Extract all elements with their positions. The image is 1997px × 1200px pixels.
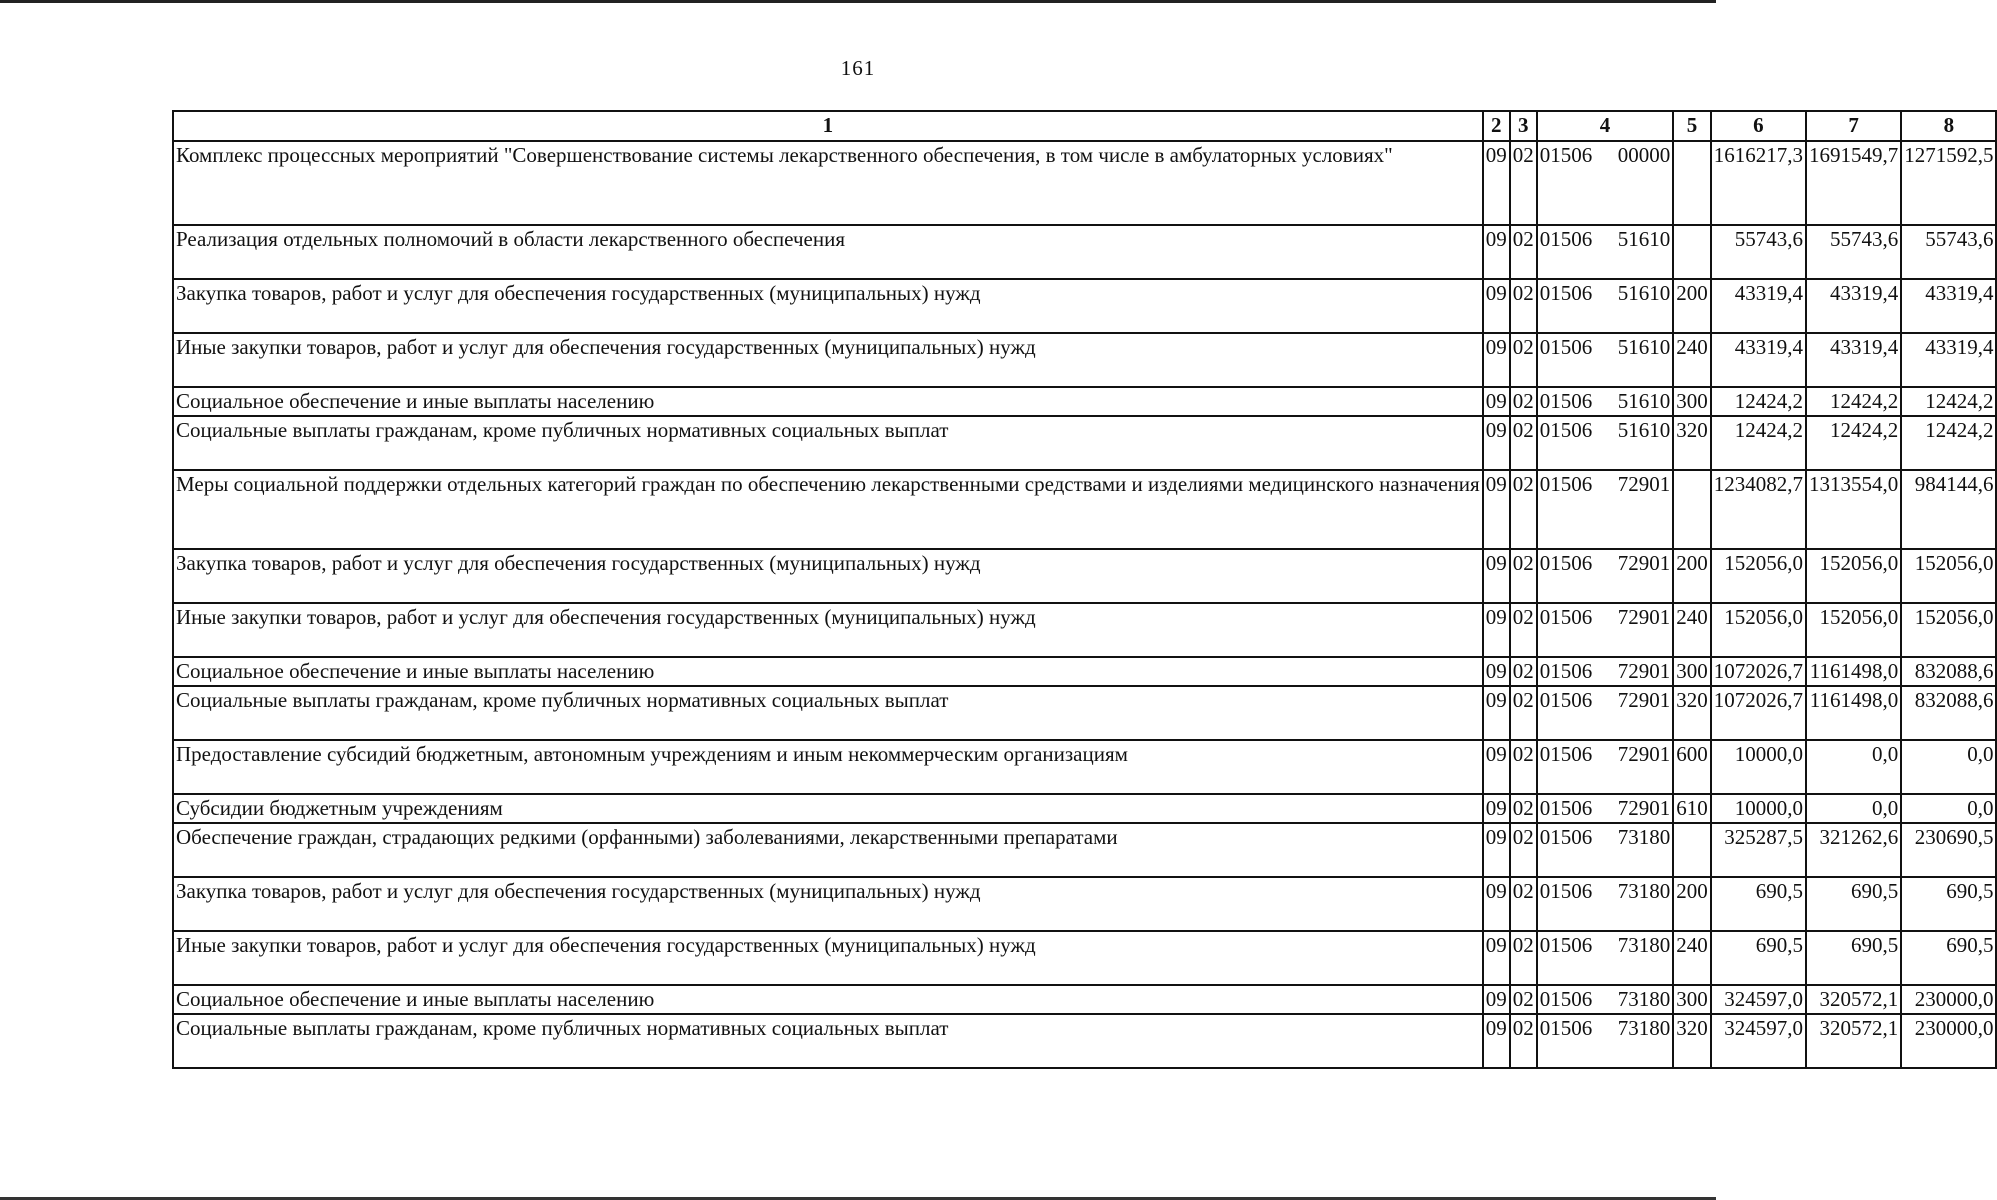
code-subsection: 02 [1510,877,1537,931]
target-article-direction: 73180 [1617,933,1671,957]
code-section: 09 [1483,603,1510,657]
target-article-code [1537,877,1674,931]
code-section: 09 [1483,416,1510,470]
table-row [173,603,1996,657]
row-name: Предоставление субсидий бюджетным, автономным учреждениям и иным некоммерческим организациям [173,740,1483,794]
expense-type-code [1673,823,1711,877]
target-article-code [1537,794,1674,823]
amount-col-7: 1691549,7 [1806,141,1901,225]
amount-col-7: 43319,4 [1806,333,1901,387]
code-section: 09 [1483,549,1510,603]
header-col-4: 4 [1537,111,1674,141]
amount-col-7: 321262,6 [1806,823,1901,877]
amount-col-8: 832088,6 [1901,657,1996,686]
amount-col-6: 152056,0 [1711,549,1806,603]
target-article-program: 01506 [1539,825,1593,849]
target-article-code [1537,141,1674,225]
amount-col-6: 12424,2 [1711,416,1806,470]
target-article-direction: 72901 [1617,742,1671,766]
target-article-code [1537,549,1674,603]
code-subsection: 02 [1510,225,1537,279]
amount-col-8: 690,5 [1901,931,1996,985]
amount-col-8: 152056,0 [1901,549,1996,603]
amount-col-6: 10000,0 [1711,794,1806,823]
target-article-code [1537,931,1674,985]
amount-col-6: 152056,0 [1711,603,1806,657]
amount-col-6: 1616217,3 [1711,141,1806,225]
amount-col-8: 12424,2 [1901,387,1996,416]
target-article-direction: 73180 [1617,879,1671,903]
table-row [173,225,1996,279]
amount-col-7: 320572,1 [1806,985,1901,1014]
table-row [173,387,1996,416]
code-section: 09 [1483,877,1510,931]
expense-type-code [1673,470,1711,549]
code-subsection: 02 [1510,985,1537,1014]
target-article-direction: 73180 [1617,825,1671,849]
amount-col-7: 55743,6 [1806,225,1901,279]
code-section: 09 [1483,794,1510,823]
header-col-1: 1 [173,111,1483,141]
code-subsection: 02 [1510,931,1537,985]
target-article-program: 01506 [1539,335,1593,359]
amount-col-6: 324597,0 [1711,1014,1806,1068]
amount-col-8: 12424,2 [1901,416,1996,470]
expense-type-code: 240 [1673,931,1711,985]
amount-col-6: 690,5 [1711,931,1806,985]
target-article-code [1537,823,1674,877]
code-section: 09 [1483,279,1510,333]
target-article-program: 01506 [1539,472,1593,496]
code-subsection: 02 [1510,549,1537,603]
target-article-direction: 72901 [1617,796,1671,820]
amount-col-8: 43319,4 [1901,333,1996,387]
amount-col-6: 43319,4 [1711,279,1806,333]
row-name: Иные закупки товаров, работ и услуг для обеспечения государственных (муниципальных) нужд [173,931,1483,985]
amount-col-7: 1313554,0 [1806,470,1901,549]
table-row [173,279,1996,333]
code-section: 09 [1483,657,1510,686]
target-article-code [1537,740,1674,794]
target-article-code [1537,470,1674,549]
target-article-direction: 72901 [1617,605,1671,629]
target-article-program: 01506 [1539,143,1593,167]
target-article-direction: 72901 [1617,551,1671,575]
code-subsection: 02 [1510,141,1537,225]
amount-col-6: 43319,4 [1711,333,1806,387]
code-section: 09 [1483,387,1510,416]
target-article-code [1537,387,1674,416]
top-scan-edge [0,0,1716,3]
target-article-program: 01506 [1539,742,1593,766]
amount-col-6: 690,5 [1711,877,1806,931]
amount-col-7: 43319,4 [1806,279,1901,333]
amount-col-6: 1072026,7 [1711,657,1806,686]
target-article-program: 01506 [1539,987,1593,1011]
target-article-direction: 73180 [1617,987,1671,1011]
target-article-program: 01506 [1539,227,1593,251]
row-name: Реализация отдельных полномочий в области лекарственного обеспечения [173,225,1483,279]
target-article-code [1537,416,1674,470]
code-section: 09 [1483,470,1510,549]
target-article-program: 01506 [1539,688,1593,712]
code-section: 09 [1483,225,1510,279]
amount-col-7: 0,0 [1806,794,1901,823]
table-row [173,931,1996,985]
expense-type-code: 610 [1673,794,1711,823]
target-article-program: 01506 [1539,281,1593,305]
amount-col-7: 12424,2 [1806,387,1901,416]
code-subsection: 02 [1510,686,1537,740]
target-article-direction: 00000 [1617,143,1671,167]
table-row [173,470,1996,549]
target-article-code [1537,657,1674,686]
target-article-direction: 72901 [1617,472,1671,496]
code-section: 09 [1483,1014,1510,1068]
code-subsection: 02 [1510,1014,1537,1068]
target-article-code [1537,686,1674,740]
table-row [173,794,1996,823]
code-subsection: 02 [1510,823,1537,877]
expense-type-code [1673,141,1711,225]
table-row [173,985,1996,1014]
amount-col-7: 320572,1 [1806,1014,1901,1068]
target-article-program: 01506 [1539,389,1593,413]
target-article-program: 01506 [1539,796,1593,820]
row-name: Иные закупки товаров, работ и услуг для обеспечения государственных (муниципальных) нужд [173,603,1483,657]
table-row [173,740,1996,794]
row-name: Социальные выплаты гражданам, кроме публичных нормативных социальных выплат [173,416,1483,470]
amount-col-6: 55743,6 [1711,225,1806,279]
amount-col-8: 690,5 [1901,877,1996,931]
amount-col-6: 325287,5 [1711,823,1806,877]
amount-col-6: 1072026,7 [1711,686,1806,740]
target-article-code [1537,279,1674,333]
row-name: Закупка товаров, работ и услуг для обеспечения государственных (муниципальных) нужд [173,279,1483,333]
table-body [173,141,1996,1068]
row-name: Социальное обеспечение и иные выплаты населению [173,657,1483,686]
amount-col-7: 12424,2 [1806,416,1901,470]
code-subsection: 02 [1510,657,1537,686]
amount-col-8: 0,0 [1901,740,1996,794]
header-col-3: 3 [1510,111,1537,141]
table-row [173,141,1996,225]
target-article-code [1537,225,1674,279]
table-row [173,333,1996,387]
target-article-program: 01506 [1539,605,1593,629]
expense-type-code: 320 [1673,416,1711,470]
expense-type-code: 240 [1673,333,1711,387]
code-section: 09 [1483,333,1510,387]
amount-col-7: 1161498,0 [1806,686,1901,740]
code-subsection: 02 [1510,794,1537,823]
table-row [173,1014,1996,1068]
row-name: Социальные выплаты гражданам, кроме публичных нормативных социальных выплат [173,1014,1483,1068]
amount-col-8: 43319,4 [1901,279,1996,333]
header-col-8: 8 [1901,111,1996,141]
target-article-program: 01506 [1539,933,1593,957]
table-row [173,877,1996,931]
code-subsection: 02 [1510,470,1537,549]
amount-col-6: 12424,2 [1711,387,1806,416]
page-number: 161 [840,56,876,80]
header-col-6: 6 [1711,111,1806,141]
code-subsection: 02 [1510,603,1537,657]
code-subsection: 02 [1510,333,1537,387]
code-subsection: 02 [1510,279,1537,333]
expense-type-code: 300 [1673,657,1711,686]
amount-col-8: 55743,6 [1901,225,1996,279]
code-section: 09 [1483,931,1510,985]
amount-col-6: 10000,0 [1711,740,1806,794]
amount-col-7: 152056,0 [1806,549,1901,603]
header-row [173,111,1996,141]
target-article-program: 01506 [1539,1016,1593,1040]
budget-table [172,110,1997,1069]
amount-col-7: 0,0 [1806,740,1901,794]
amount-col-8: 230000,0 [1901,1014,1996,1068]
target-article-direction: 73180 [1617,1016,1671,1040]
target-article-program: 01506 [1539,418,1593,442]
target-article-direction: 51610 [1617,281,1671,305]
amount-col-7: 690,5 [1806,877,1901,931]
table-row [173,416,1996,470]
expense-type-code: 320 [1673,1014,1711,1068]
target-article-direction: 51610 [1617,227,1671,251]
row-name: Субсидии бюджетным учреждениям [173,794,1483,823]
amount-col-6: 1234082,7 [1711,470,1806,549]
target-article-program: 01506 [1539,879,1593,903]
target-article-code [1537,1014,1674,1068]
amount-col-7: 152056,0 [1806,603,1901,657]
table-row [173,549,1996,603]
amount-col-8: 984144,6 [1901,470,1996,549]
target-article-code [1537,333,1674,387]
target-article-direction: 72901 [1617,688,1671,712]
row-name: Обеспечение граждан, страдающих редкими (орфанными) заболеваниями, лекарственными препаратами [173,823,1483,877]
row-name: Закупка товаров, работ и услуг для обеспечения государственных (муниципальных) нужд [173,549,1483,603]
target-article-code [1537,985,1674,1014]
amount-col-8: 0,0 [1901,794,1996,823]
expense-type-code: 600 [1673,740,1711,794]
row-name: Социальное обеспечение и иные выплаты населению [173,985,1483,1014]
row-name: Социальное обеспечение и иные выплаты населению [173,387,1483,416]
expense-type-code: 320 [1673,686,1711,740]
code-section: 09 [1483,985,1510,1014]
expense-type-code [1673,225,1711,279]
target-article-program: 01506 [1539,551,1593,575]
target-article-code [1537,603,1674,657]
code-subsection: 02 [1510,416,1537,470]
amount-col-6: 324597,0 [1711,985,1806,1014]
header-col-2: 2 [1483,111,1510,141]
target-article-direction: 51610 [1617,335,1671,359]
expense-type-code: 240 [1673,603,1711,657]
amount-col-7: 1161498,0 [1806,657,1901,686]
code-section: 09 [1483,823,1510,877]
header-col-5: 5 [1673,111,1711,141]
amount-col-8: 152056,0 [1901,603,1996,657]
target-article-direction: 51610 [1617,389,1671,413]
table-row [173,823,1996,877]
code-subsection: 02 [1510,387,1537,416]
row-name: Социальные выплаты гражданам, кроме публичных нормативных социальных выплат [173,686,1483,740]
code-section: 09 [1483,141,1510,225]
amount-col-8: 832088,6 [1901,686,1996,740]
code-section: 09 [1483,686,1510,740]
row-name: Иные закупки товаров, работ и услуг для обеспечения государственных (муниципальных) нужд [173,333,1483,387]
table-row [173,657,1996,686]
code-subsection: 02 [1510,740,1537,794]
table-row [173,686,1996,740]
amount-col-7: 690,5 [1806,931,1901,985]
target-article-direction: 72901 [1617,659,1671,683]
target-article-program: 01506 [1539,659,1593,683]
amount-col-8: 230690,5 [1901,823,1996,877]
code-section: 09 [1483,740,1510,794]
amount-col-8: 230000,0 [1901,985,1996,1014]
header-col-7: 7 [1806,111,1901,141]
expense-type-code: 200 [1673,549,1711,603]
expense-type-code: 200 [1673,279,1711,333]
expense-type-code: 300 [1673,387,1711,416]
row-name: Меры социальной поддержки отдельных категорий граждан по обеспечению лекарственными средствами и изделиями медицинского назначения [173,470,1483,549]
target-article-direction: 51610 [1617,418,1671,442]
expense-type-code: 200 [1673,877,1711,931]
row-name: Закупка товаров, работ и услуг для обеспечения государственных (муниципальных) нужд [173,877,1483,931]
amount-col-8: 1271592,5 [1901,141,1996,225]
expense-type-code: 300 [1673,985,1711,1014]
row-name: Комплекс процессных мероприятий "Совершенствование системы лекарственного обеспечения, в том числе в амбулаторных условиях" [173,141,1483,225]
